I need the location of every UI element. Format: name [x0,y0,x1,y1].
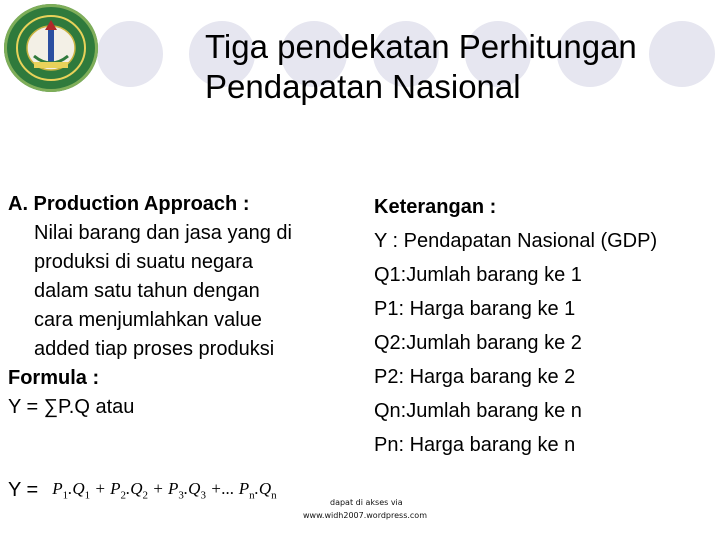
legend-item: Q1:Jumlah barang ke 1 [374,264,582,286]
formula-text: Y = ∑P.Q atau [8,396,135,418]
legend-section [374,190,719,462]
legend-item: Q2:Jumlah barang ke 2 [374,332,582,354]
legend-item: P2: Harga barang ke 2 [374,366,576,388]
description-line: Nilai barang dan jasa yang di [34,222,292,244]
title-line-1: Tiga pendekatan Perhitungan [205,28,637,65]
formula-term: $P_1.Q_1$ + [52,478,106,502]
seal-icon [4,4,98,92]
formula-heading: Formula : [8,367,100,389]
credit-url: www.widh2007.wordpress.com [303,511,427,520]
description-line: added tiap proses produksi [34,338,275,360]
legend-heading: Keterangan : [374,196,497,218]
legend-item: Qn:Jumlah barang ke n [374,400,582,422]
title-line-2: Pendapatan Nasional [205,68,521,105]
formula-row [8,478,277,502]
institution-seal-logo [4,4,98,92]
section-heading: A. Production Approach : [8,193,250,215]
deco-circle [97,21,163,87]
description-line: dalam satu tahun dengan [34,280,260,302]
slide-title [205,27,705,107]
formula-expression [52,479,276,501]
source-credit [290,496,440,522]
formula-term: $P_n.Q_n$ [238,478,277,502]
formula-label: Y = [8,479,39,501]
description-line: produksi di suatu negara [34,251,254,273]
production-approach-section [8,190,358,422]
legend-item: Y : Pendapatan Nasional (GDP) [374,230,658,252]
formula-term: $P_3.Q_3$ +... [168,478,235,502]
credit-line-1: dapat di akses via [330,498,403,507]
legend-item: Pn: Harga barang ke n [374,434,576,456]
formula-term: $P_2.Q_2$ + [110,478,164,502]
legend-item: P1: Harga barang ke 1 [374,298,576,320]
description-line: cara menjumlahkan value [34,309,262,331]
